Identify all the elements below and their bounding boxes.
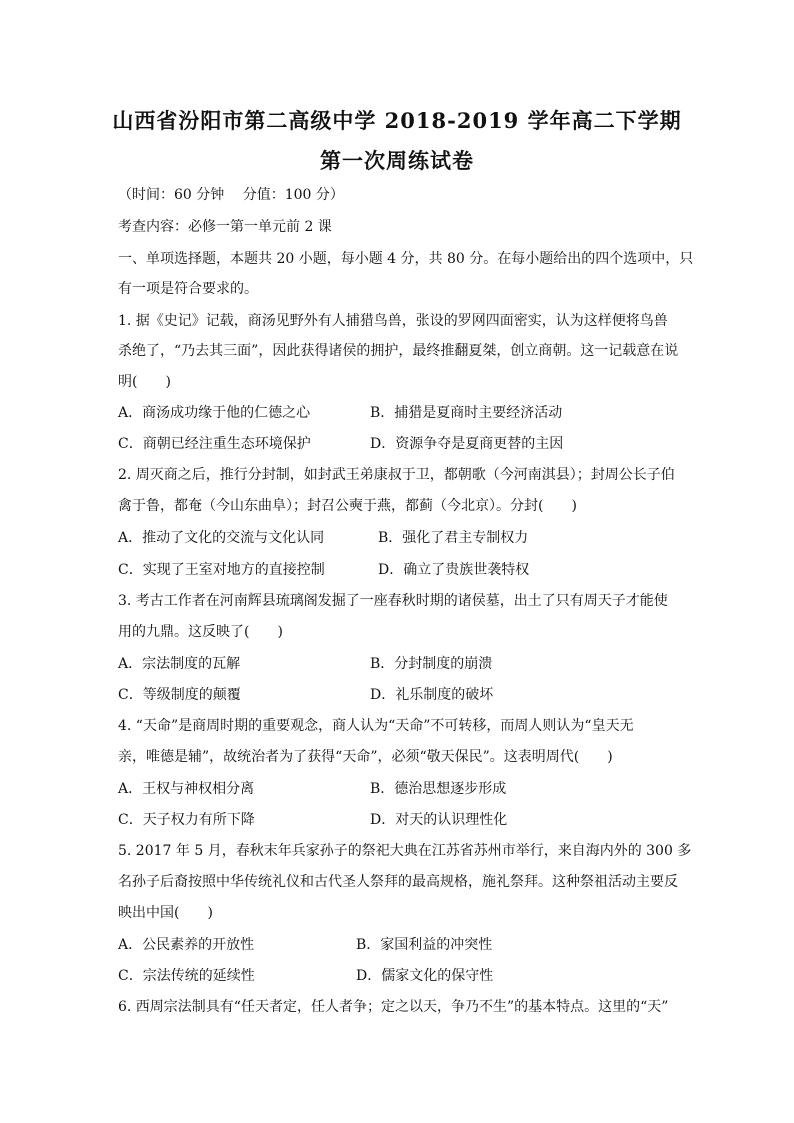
question-4-line-1: 4. “天命”是商周时期的重要观念，商人认为“天命”不可转移，而周人则认为“皇天无 [118, 718, 634, 734]
question-5-line-1: 5. 2017 年 5 月，春秋末年兵家孙子的祭祀大典在江苏省苏州市举行，来自海内外的 300 多 [118, 843, 692, 859]
question-5-line-3: 映出中国( ) [118, 905, 213, 921]
question-6-line-1: 6. 西周宗法制具有“任天者定，任人者争；定之以天，争乃不生”的基本特点。这里的“天” [118, 999, 669, 1015]
section-heading-cont: 有一项是符合要求的。 [118, 281, 258, 297]
question-1-line-2: 杀绝了，“乃去其三面”，因此获得诸侯的拥护，最终推翻夏桀，创立商朝。这一记载意在说 [118, 343, 679, 359]
question-2-option-a[interactable]: A．推动了文化的交流与文化认同 [118, 530, 325, 546]
question-5-option-d[interactable]: D．儒家文化的保守性 [356, 968, 494, 984]
question-5-option-b[interactable]: B．家国利益的冲突性 [356, 937, 493, 953]
question-3-option-c[interactable]: C．等级制度的颠覆 [118, 687, 241, 703]
question-4-option-d[interactable]: D．对天的认识理性化 [370, 812, 508, 828]
question-1-option-c[interactable]: C．商朝已经注重生态环境保护 [118, 436, 311, 452]
question-2-option-c[interactable]: C．实现了王室对地方的直接控制 [118, 562, 325, 578]
question-3-option-b[interactable]: B．分封制度的崩溃 [370, 656, 493, 672]
document-subtitle: 第一次周练试卷 [320, 148, 474, 173]
question-5-option-a[interactable]: A．公民素养的开放性 [118, 937, 255, 953]
question-5-option-c[interactable]: C．宗法传统的延续性 [118, 968, 255, 984]
question-2-option-d[interactable]: D．确立了贵族世袭特权 [378, 562, 530, 578]
question-1-option-d[interactable]: D．资源争夺是夏商更替的主因 [370, 436, 564, 452]
question-4-option-a[interactable]: A．王权与神权相分离 [118, 781, 255, 797]
question-1-line-3: 明( ) [118, 374, 171, 390]
question-3-option-a[interactable]: A．宗法制度的瓦解 [118, 656, 241, 672]
question-1-option-b[interactable]: B．捕猎是夏商时主要经济活动 [370, 405, 563, 421]
question-4-option-b[interactable]: B．德治思想逐步形成 [370, 781, 507, 797]
question-2-option-b[interactable]: B．强化了君主专制权力 [378, 530, 529, 546]
section-heading: 一、单项选择题，本题共 20 小题，每小题 4 分，共 80 分。在每小题给出的四个选项中，只 [118, 251, 694, 267]
question-3-line-1: 3. 考古工作者在河南辉县琉璃阁发掘了一座春秋时期的诸侯墓，出土了只有周天子才能使 [118, 593, 668, 609]
exam-scope: 考查内容：必修一第一单元前 2 课 [118, 219, 332, 235]
question-4-line-2: 亲，唯德是辅”，故统治者为了获得“天命”，必须“敬天保民”。这表明周代( ) [118, 749, 613, 765]
question-4-option-c[interactable]: C．天子权力有所下降 [118, 812, 255, 828]
exam-time-score: （时间：60 分钟 分值：100 分） [118, 187, 344, 203]
question-2-line-1: 2. 周灭商之后，推行分封制，如封武王弟康叔于卫，都朝歌（今河南淇县）；封周公长子伯 [118, 467, 675, 483]
question-2-line-2: 禽于鲁，都奄（今山东曲阜）；封召公奭于燕，都蓟（今北京）。分封( ) [118, 498, 577, 514]
question-3-option-d[interactable]: D．礼乐制度的破坏 [370, 687, 494, 703]
question-1-line-1: 1. 据《史记》记载，商汤见野外有人捕猎鸟兽，张设的罗网四面密实，认为这样便将鸟兽 [118, 313, 668, 329]
question-1-option-a[interactable]: A．商汤成功缘于他的仁德之心 [118, 405, 311, 421]
question-3-line-2: 用的九鼎。这反映了( ) [118, 624, 283, 640]
document-title: 山西省汾阳市第二高级中学 2018-2019 学年高二下学期 [112, 108, 682, 133]
question-5-line-2: 名孙子后裔按照中华传统礼仪和古代圣人祭拜的最高规格，施礼祭拜。这种祭祖活动主要反 [118, 874, 678, 890]
